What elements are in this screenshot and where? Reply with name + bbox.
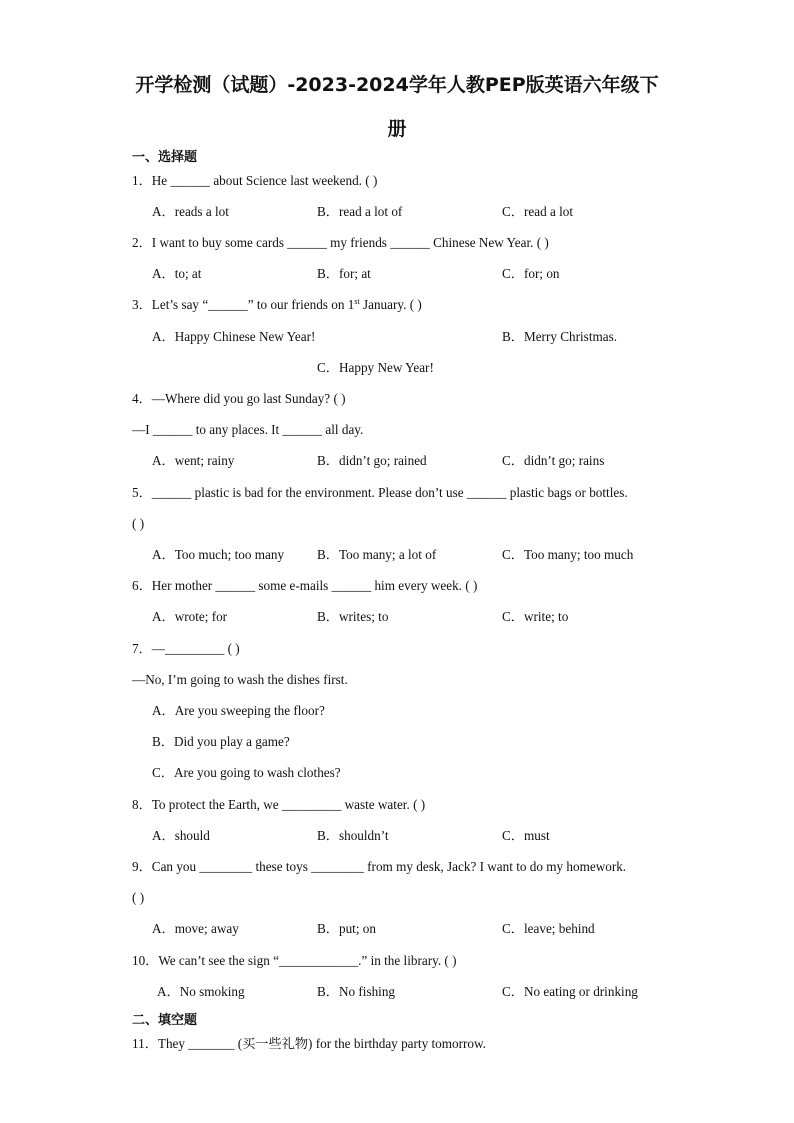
section-heading-fill: 二、填空题 (132, 1013, 198, 1028)
option-a[interactable]: A．Are you sweeping the floor? (152, 703, 325, 718)
answer-paren: ( ) (132, 890, 145, 905)
option-b[interactable]: B．for; at (317, 266, 371, 281)
title-line-1: 开学检测（试题）-2023-2024学年人教PEP版英语六年级下 (135, 74, 659, 96)
option-a[interactable]: A．Happy Chinese New Year! (152, 329, 316, 344)
question-stem (132, 297, 422, 313)
stem-text-end: January. ( ) (359, 297, 422, 312)
dialogue-line: —I ______ to any places. It ______ all day. (132, 422, 364, 437)
question-stem: 8．To protect the Earth, we _________ waste water. ( ) (132, 797, 426, 812)
option-c[interactable]: C．Happy New Year! (317, 360, 434, 375)
option-b[interactable]: B．read a lot of (317, 204, 403, 219)
stem-text: 3．Let’s say “______” to our friends on 1 (132, 297, 355, 312)
option-c[interactable]: C．must (502, 828, 550, 843)
question-stem: 11．They _______ (买一些礼物) for the birthday party tomorrow. (132, 1036, 486, 1051)
question-stem: 4．—Where did you go last Sunday? ( ) (132, 391, 346, 406)
option-c[interactable]: C．No eating or drinking (502, 984, 638, 999)
option-c[interactable]: C．read a lot (502, 204, 574, 219)
option-b[interactable]: B．Merry Christmas. (502, 329, 618, 344)
option-b[interactable]: B．didn’t go; rained (317, 453, 427, 468)
dialogue-line: —No, I’m going to wash the dishes first. (132, 672, 348, 687)
option-c[interactable]: C．write; to (502, 609, 569, 624)
option-c[interactable]: C．for; on (502, 266, 560, 281)
option-c[interactable]: C．Are you going to wash clothes? (152, 765, 341, 780)
option-b[interactable]: B．Too many; a lot of (317, 547, 437, 562)
section-heading-choice: 一、选择题 (132, 150, 198, 165)
ordinal-superscript: st (354, 297, 360, 306)
option-b[interactable]: B．shouldn’t (317, 828, 389, 843)
answer-paren: ( ) (132, 516, 145, 531)
question-stem: 10．We can’t see the sign “____________.” in the library. ( ) (132, 953, 457, 968)
option-a[interactable]: A．wrote; for (152, 609, 228, 624)
question-stem: 9．Can you ________ these toys ________ from my desk, Jack? I want to do my homework. (132, 859, 627, 874)
question-stem: 2．I want to buy some cards ______ my friends ______ Chinese New Year. ( ) (132, 235, 549, 250)
question-stem: 5．______ plastic is bad for the environment. Please don’t use ______ plastic bags or bottles. (132, 485, 628, 500)
option-b[interactable]: B．No fishing (317, 984, 396, 999)
option-b[interactable]: B．put; on (317, 921, 376, 936)
option-b[interactable]: B．writes; to (317, 609, 389, 624)
option-b[interactable]: B．Did you play a game? (152, 734, 290, 749)
question-stem: 7．—_________ ( ) (132, 641, 240, 656)
option-a[interactable]: A．should (152, 828, 210, 843)
option-c[interactable]: C．leave; behind (502, 921, 595, 936)
question-stem: 1．He ______ about Science last weekend. ( ) (132, 173, 378, 188)
question-stem: 6．Her mother ______ some e-mails ______ him every week. ( ) (132, 578, 478, 593)
title-line-2: 册 (387, 118, 407, 140)
option-a[interactable]: A．move; away (152, 921, 239, 936)
option-c[interactable]: C．didn’t go; rains (502, 453, 605, 468)
option-a[interactable]: A．to; at (152, 266, 202, 281)
option-a[interactable]: A．Too much; too many (152, 547, 285, 562)
option-c[interactable]: C．Too many; too much (502, 547, 634, 562)
option-a[interactable]: A．went; rainy (152, 453, 235, 468)
option-a[interactable]: A．reads a lot (152, 204, 229, 219)
option-a[interactable]: A．No smoking (157, 984, 245, 999)
